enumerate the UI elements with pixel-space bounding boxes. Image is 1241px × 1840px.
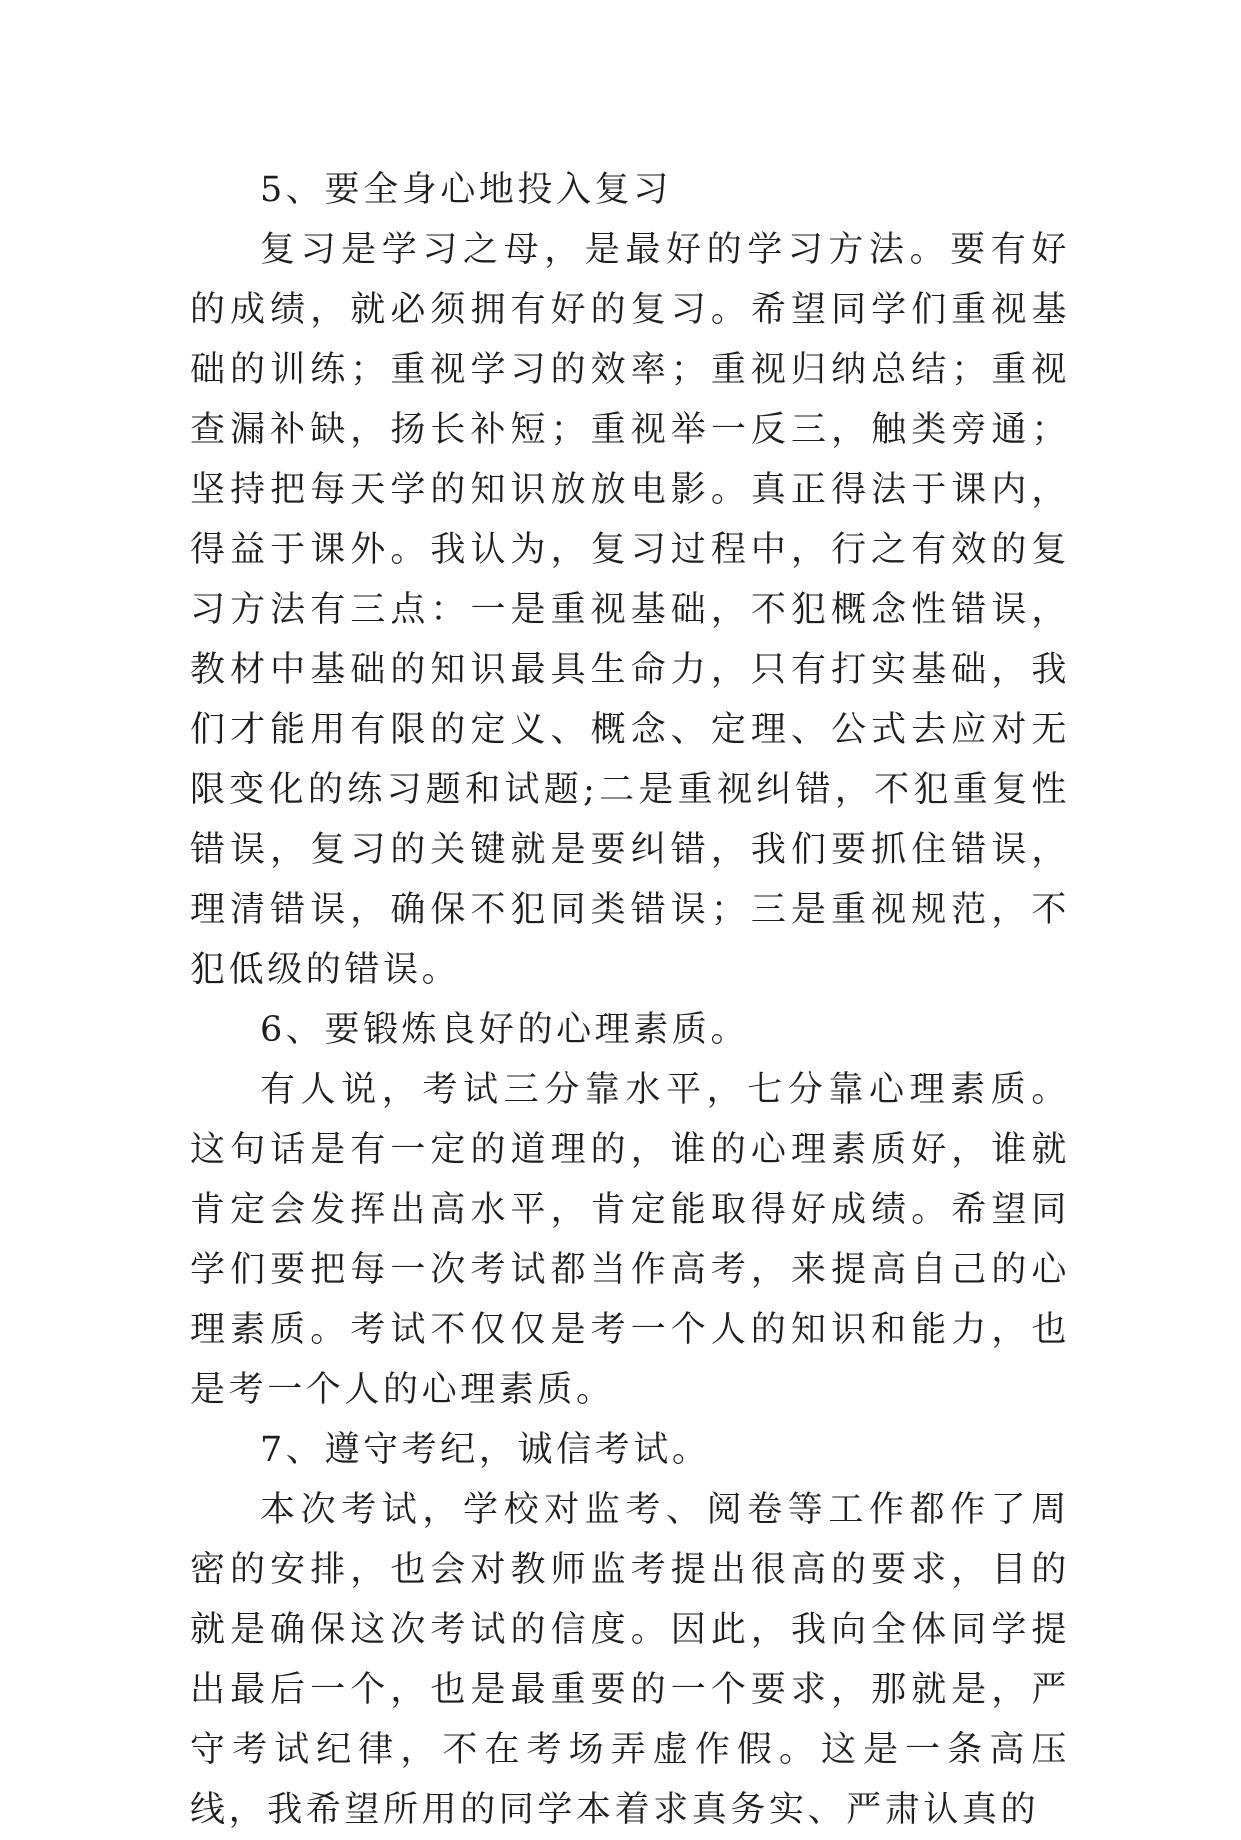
paragraph-review: 复习是学习之母，是最好的学习方法。要有好的成绩，就必须拥有好的复习。希望同学们重视基础的训练；重视学习的效率；重视归纳总结；重视查漏补缺，扬长补短；重视举一反三，触类旁通；坚持把每天学的知识放放电影。真正得法于课内，得益于课外。我认为，复习过程中，行之有效的复习方法有三点：一是重视基础，不犯概念性错误，教材中基础的知识最具生命力，只有打实基础，我们才能用有限的定义、概念、定理、公式去应对无限变化的练习题和试题;二是重视纠错，不犯重复性错误，复习的关键就是要纠错，我们要抓住错误，理清错误，确保不犯同类错误；三是重视规范，不犯低级的错误。 [190,230,1070,990]
document-body [190,160,1070,1840]
section-heading-5: 5、要全身心地投入复习 [260,170,672,210]
section-heading-6: 6、要锻炼良好的心理素质。 [260,1010,750,1050]
paragraph-psychology: 有人说，考试三分靠水平，七分靠心理素质。这句话是有一定的道理的，谁的心理素质好，谁就肯定会发挥出高水平，肯定能取得好成绩。希望同学们要把每一次考试都当作高考，来提高自己的心理素质。考试不仅仅是考一个人的知识和能力，也是考一个人的心理素质。 [190,1070,1070,1410]
section-heading-7: 7、遵守考纪，诚信考试。 [260,1430,711,1470]
paragraph-discipline: 本次考试，学校对监考、阅卷等工作都作了周密的安排，也会对教师监考提出很高的要求，目的就是确保这次考试的信度。因此，我向全体同学提出最后一个，也是最重要的一个要求，那就是，严守考试纪律，不在考场弄虚作假。这是一条高压线，我希望所用的同学本着求真务实、严肃认真的 [190,1490,1070,1830]
